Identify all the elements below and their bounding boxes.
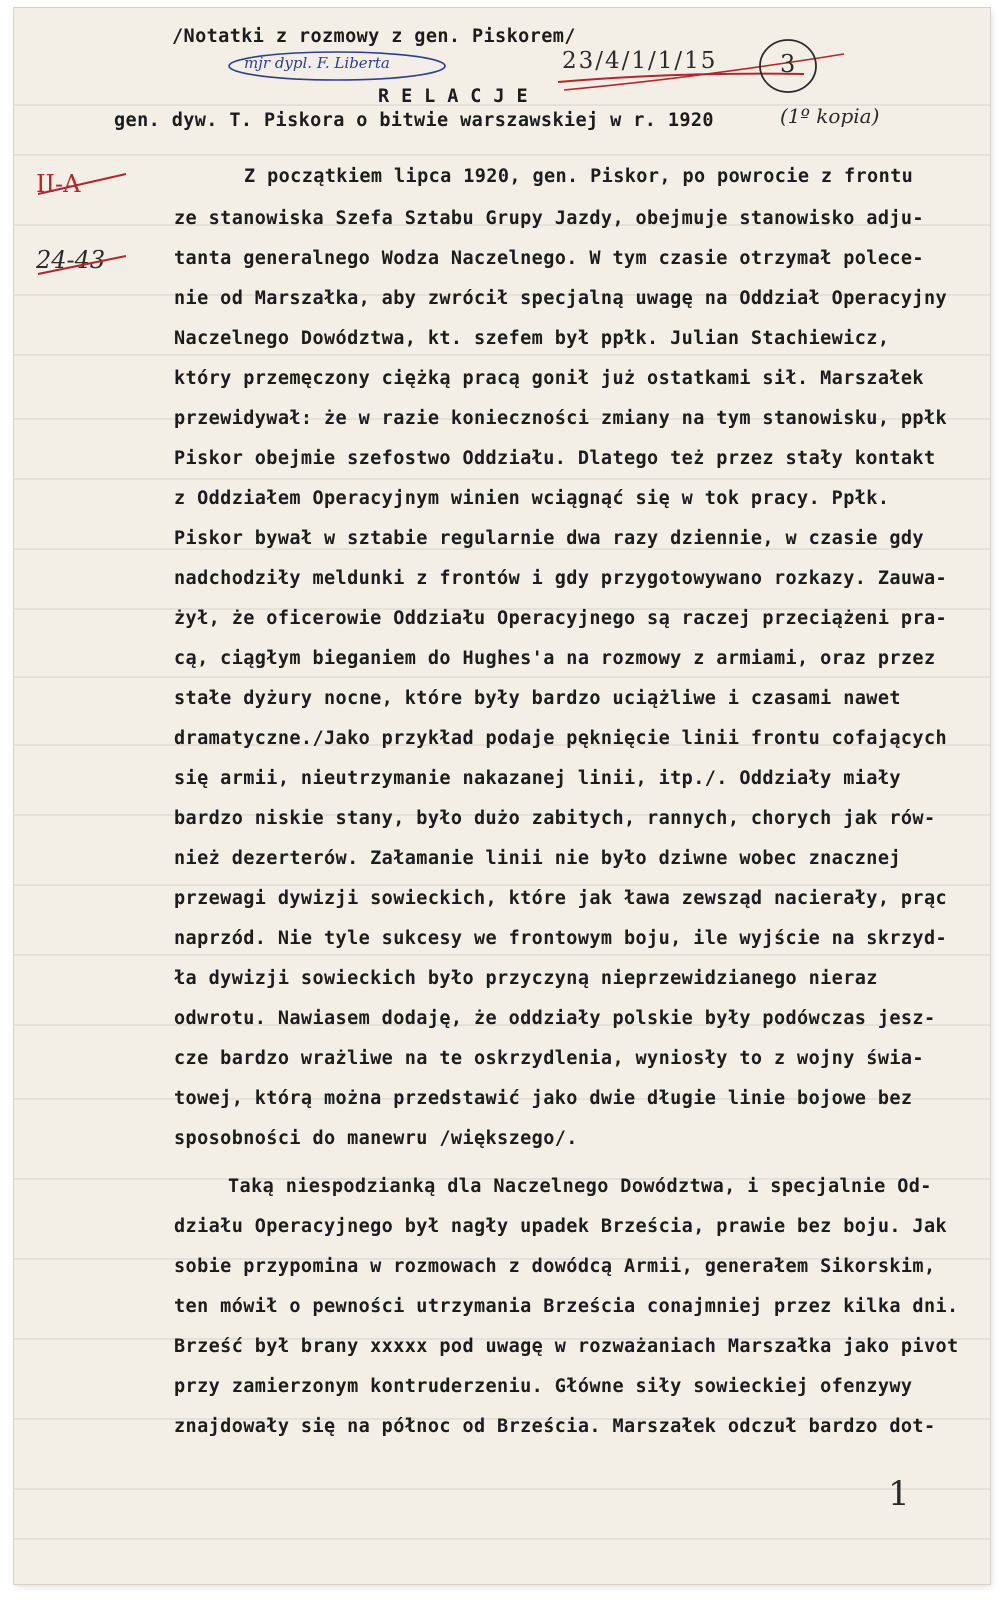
body-line: sposobności do manewru /większego/. <box>174 1128 578 1149</box>
body-line: działu Operacyjnego był nagły upadek Brześcia, prawie bez boju. Jak <box>174 1216 948 1237</box>
body-line: Z początkiem lipca 1920, gen. Piskor, po powrocie z frontu <box>244 166 914 187</box>
body-line: się armii, nieutrzymanie nakazanej linii, itp./. Oddziały miały <box>174 768 901 789</box>
margin-mark-red-strike <box>32 158 132 218</box>
circled-number <box>756 36 820 96</box>
body-line: towej, którą można przedstawić jako dwie długie linie bojowe bez <box>174 1088 913 1109</box>
margin-mark-number-strike <box>32 244 132 284</box>
body-line: przewidywał: że w razie konieczności zmiany na tym stanowisku, ppłk <box>174 408 948 429</box>
body-line: przewagi dywizji sowieckich, które jak ława zewsząd nacierały, prąc <box>174 888 948 909</box>
page-number: 1 <box>888 1474 910 1514</box>
circled-number-text: 3 <box>780 50 796 78</box>
copy-note: (1º kopia) <box>780 104 880 128</box>
body-line: ten mówił o pewności utrzymania Brześcia conajmniej przez kilka dni. <box>174 1296 959 1317</box>
body-line: Naczelnego Dowództwa, kt. szefem był ppłk. Julian Stachiewicz, <box>174 328 890 349</box>
body-line: nież dezerterów. Załamanie linii nie było dziwne wobec znacznej <box>174 848 901 869</box>
archive-number: 23/4/1/1/15 <box>562 48 718 74</box>
body-line: Piskor obejmie szefostwo Oddziału. Dlatego też przez stały kontakt <box>174 448 936 469</box>
body-line: z Oddziałem Operacyjnym winien wciągnąć się w tok pracy. Ppłk. <box>174 488 890 509</box>
header-line: /Notatki z rozmowy z gen. Piskorem/ <box>172 26 576 47</box>
document-page <box>14 8 990 1584</box>
body-line: bardzo niskie stany, było dużo zabitych, rannych, chorych jak rów- <box>174 808 936 829</box>
body-line: tanta generalnego Wodza Naczelnego. W tym czasie otrzymał polece- <box>174 248 924 269</box>
body-line: znajdowały się na północ od Brześcia. Marszałek odczuł bardzo dot- <box>174 1416 936 1437</box>
document-title: R E L A C J E <box>378 86 528 107</box>
body-line: przy zamierzonym kontruderzeniu. Główne siły sowieckiej ofenzywy <box>174 1376 913 1397</box>
body-line: ła dywizji sowieckich było przyczyną nieprzewidzianego nieraz <box>174 968 878 989</box>
body-line: nie od Marszałka, aby zwrócił specjalną uwagę na Oddział Operacyjny <box>174 288 948 309</box>
body-line: który przemęczony ciężką pracą gonił już ostatkami sił. Marszałek <box>174 368 924 389</box>
body-line: Piskor bywał w sztabie regularnie dwa razy dziennie, w czasie gdy <box>174 528 924 549</box>
author-note-text: mjr dypl. F. Liberta <box>244 54 390 72</box>
body-line: cą, ciągłym bieganiem do Hughes'a na rozmowy z armiami, oraz przez <box>174 648 936 669</box>
body-line: cze bardzo wrażliwe na te oskrzydlenia, wyniosły to z wojny świa- <box>174 1048 924 1069</box>
body-line: stałe dyżury nocne, które były bardzo uciążliwe i czasami nawet <box>174 688 901 709</box>
author-note <box>222 48 452 84</box>
margin-mark-number: 24-43 <box>36 246 106 274</box>
body-line: sobie przypomina w rozmowach z dowódcą Armii, generałem Sikorskim, <box>174 1256 936 1277</box>
body-line: Brześć był brany xxxxx pod uwagę w rozważaniach Marszałka jako pivot <box>174 1336 959 1357</box>
body-line: Taką niespodzianką dla Naczelnego Dowództwa, i specjalnie Od- <box>228 1176 932 1197</box>
body-line: żył, że oficerowie Oddziału Operacyjnego są raczej przeciążeni pra- <box>174 608 948 629</box>
body-line: ze stanowiska Szefa Sztabu Grupy Jazdy, obejmuje stanowisko adju- <box>174 208 924 229</box>
body-line: odwrotu. Nawiasem dodaję, że oddziały polskie były podówczas jesz- <box>174 1008 936 1029</box>
body-line: dramatyczne./Jako przykład podaje pęknięcie linii frontu cofających <box>174 728 948 749</box>
body-line: naprzód. Nie tyle sukcesy we frontowym boju, ile wyjście na skrzyd- <box>174 928 948 949</box>
margin-mark-red: II-A <box>36 170 81 198</box>
body-line: nadchodziły meldunki z frontów i gdy przygotowywano rozkazy. Zauwa- <box>174 568 948 589</box>
document-subtitle: gen. dyw. T. Piskora o bitwie warszawskiej w r. 1920 <box>114 110 714 131</box>
